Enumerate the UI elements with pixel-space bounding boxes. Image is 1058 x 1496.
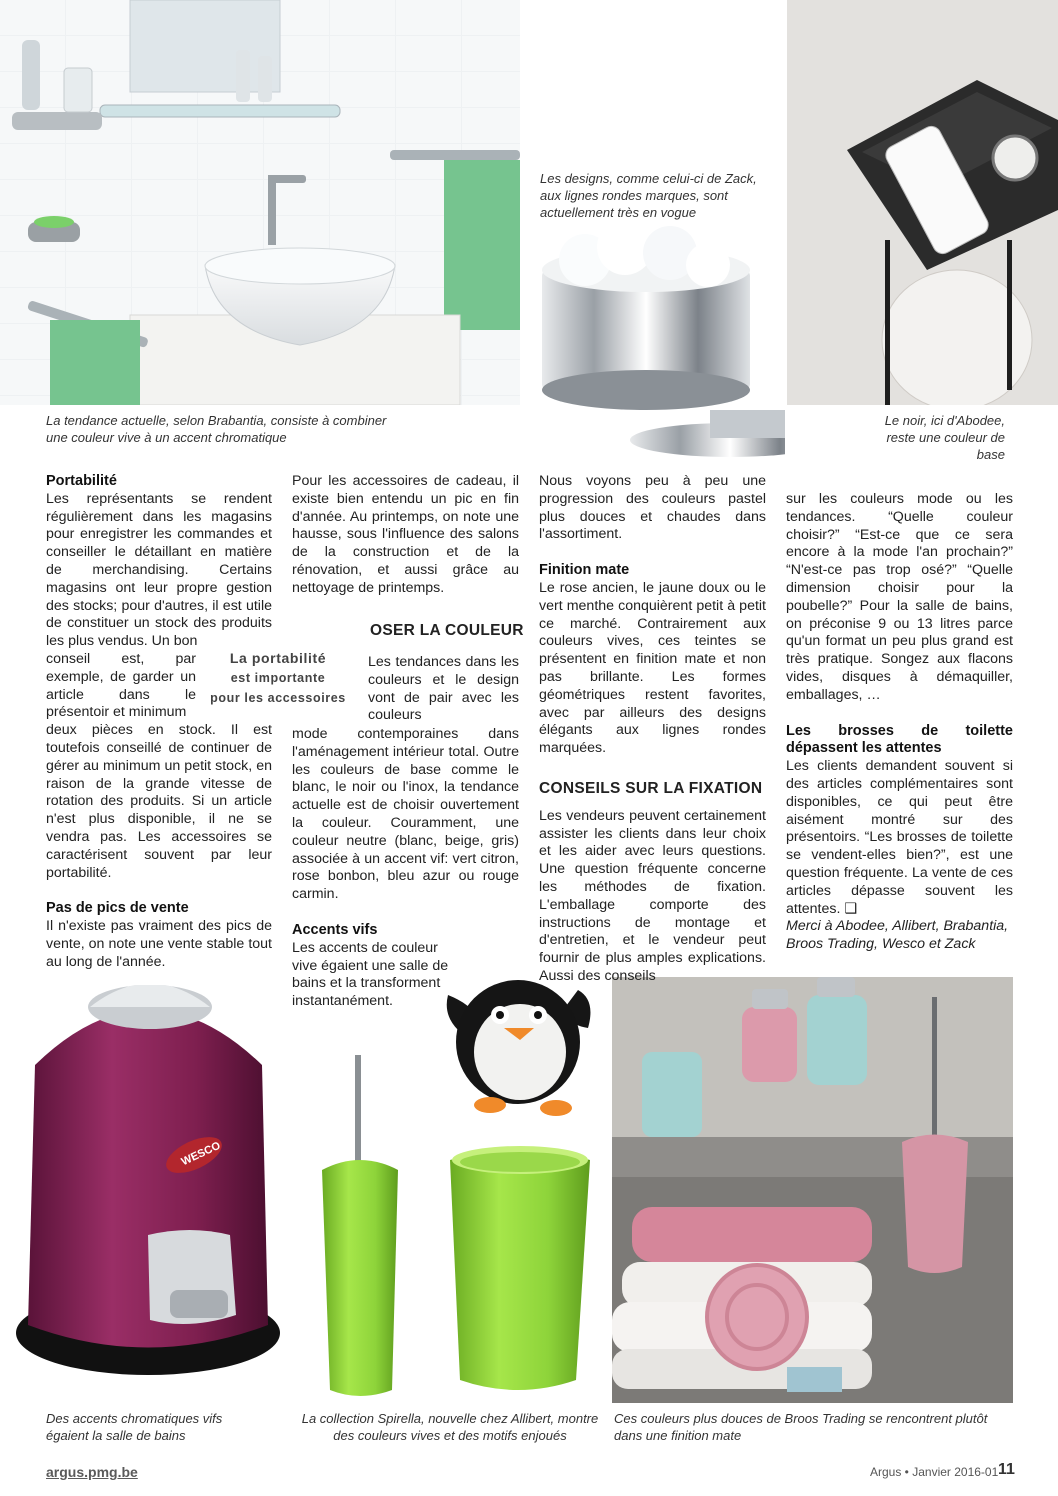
section-oser-la-couleur: OSER LA COULEUR [370, 622, 524, 639]
footer-site-link[interactable]: argus.pmg.be [46, 1464, 138, 1480]
pull-quote-line-3: pour les accessoires [210, 691, 346, 705]
abodee-stand-photo [787, 0, 1058, 405]
thanks-line: Merci à Abodee, Allibert, Brabantia, Broos Trading, Wesco et Zack [786, 918, 1009, 953]
brabantia-bathroom-photo [0, 0, 520, 405]
broos-trading-photo [612, 977, 1013, 1403]
heading-pas-de-pics: Pas de pics de vente [46, 900, 189, 917]
zack-caption: Les designs, comme celui-ci de Zack, aux lignes rondes marques, sont actuellement très en vogue [540, 171, 757, 220]
column-2-b [368, 654, 519, 725]
heading-brosses-toilette: Les brosses de toilette dépassent les attentes [786, 722, 1013, 757]
spirella-caption: La collection Spirella, nouvelle chez Allibert, montre des couleurs vives et des motifs enjoués [301, 1411, 599, 1443]
col3-paragraph-a: Nous voyons peu à peu une progression des couleurs pastel plus douces et chaudes dans l'assortiment. [539, 473, 766, 543]
col3-paragraph-b: Le rose ancien, le jaune doux ou le vert menthe conquièrent petit à petit ce marché. Contrairement aux couleurs vives, ces teintes se présentent en finition mate et non pas brillante. Les formes géométriques restent favorites, avec par ailleurs des designs élégants aux lignes rondes marquées. [539, 579, 766, 757]
wesco-bin-photo [0, 985, 298, 1405]
col2-paragraph-b: Les tendances dans les couleurs et le design vont de pair avec les couleurs [368, 654, 519, 724]
end-mark: ❑ [844, 900, 858, 917]
wesco-logo-text: WESCO [179, 1139, 223, 1169]
section-conseils-fixation: CONSEILS SUR LA FIXATION [539, 779, 763, 797]
col4-paragraph-a: sur les couleurs mode ou les tendances. “Quelle couleur choisir?” “Est-ce que ce sera encore à la mode l'an prochain?” “N'est-ce pas trop osé?” “Quelle dimension choisir pour la poubelle?” Pour la salle de bains, on préconise 9 ou 13 litres parce qu'un format un peu plus grand est très pratique. Songez aux flacons vides, disques à démaquiller, emballages, … [786, 491, 1013, 703]
column-3 [539, 473, 766, 986]
col4-paragraph-b [786, 758, 1013, 918]
zack-container-photo [530, 225, 785, 460]
col1-paragraph-a: Les représentants se rendent régulièrement dans les magasins pour enregistrer les commandes et conseiller le détaillant en matière de merchandising. Certains magasins ont leur propre gestion des stocks; pour d'autres, il est utile de constituer un stock des produits les plus vendus. Un bon [46, 490, 272, 650]
column-2 [292, 473, 519, 598]
column-4 [786, 491, 1013, 954]
col1-paragraph-b: conseil est, par exemple, de garder un article dans le présentoir et minimum [46, 650, 196, 721]
broos-caption: Ces couleurs plus douces de Broos Trading se rencontrent plutôt dans une finition mate [614, 1411, 988, 1443]
wesco-caption: Des accents chromatiques vifs égaient la salle de bains [46, 1411, 223, 1443]
pull-quote-line-1: La portabilité [229, 650, 327, 666]
heading-accents-vifs: Accents vifs [292, 921, 378, 938]
footer-page-number: 11 [998, 1461, 1015, 1478]
col1-paragraph-d: Il n'existe pas vraiment des pics de vente, on note une vente stable tout au long de l'année. [46, 918, 272, 970]
pull-quote-line-2: est importante [230, 671, 326, 685]
col2-paragraph-c: mode contemporaines dans l'aménagement intérieur total. Outre les couleurs de base comme le blanc, le noir ou l'inox, la tendance actuelle est de choisir ouvertement la couleur. Couramment, une couleur neutre (blanc, beige, gris) associée à un accent vif: vert citron, rose bonbon, bleu azur ou rouge carmin. [292, 726, 519, 903]
column-2-c [292, 726, 519, 1011]
col2-paragraph-d: Les accents de couleur vive égaient une salle de bains et la transforment instantanément. [292, 939, 449, 1010]
column-1 [46, 473, 272, 972]
brabantia-caption: La tendance actuelle, selon Brabantia, consiste à combiner une couleur vive à un accent chromatique [46, 413, 387, 445]
abodee-caption: Le noir, ici d'Abodee, reste une couleur de base [884, 413, 1005, 462]
col1-paragraph-c: deux pièces en stock. Il est toutefois conseillé de continuer de gérer au minimum un petit stock, en raison de la grande vitesse de rotation des produits. Si un article n'est plus disponible, il ne se vendra pas. Les accessoires se caractérisent souvent par leur portabilité. [46, 722, 272, 881]
col2-paragraph-a: Pour les accessoires de cadeau, il existe bien entendu un pic en fin d'année. Au printemps, on note une hausse, sous l'influence des salons de la construction et de la rénovation, et aussi grâce au nettoyage de printemps. [292, 473, 519, 596]
heading-portabilite: Portabilité [46, 473, 117, 489]
pull-quote [198, 648, 358, 708]
col3-paragraph-c: Les vendeurs peuvent certainement assister les clients dans leur choix et les aider avec leurs questions. Une question fréquente concerne les méthodes de fixation. L'emballage comporte des instructions de montage et d'entretien, et le vendeur peut fournir de plus amples explications. Aussi des conseils [539, 807, 766, 984]
col4-paragraph-b-text: Les clients demandent souvent si des articles complémentaires sont disponibles, ce qui peut être aisément montré sur des présentoirs. “Les brosses de toilette se vendent-elles bien?”, est une question fréquente. La vente de ces articles dépasse souvent les attentes. [786, 758, 1013, 917]
spirella-set-photo [300, 1050, 600, 1405]
footer-issue: Argus • Janvier 2016-01 [870, 1465, 999, 1479]
heading-finition-mate: Finition mate [539, 562, 630, 579]
